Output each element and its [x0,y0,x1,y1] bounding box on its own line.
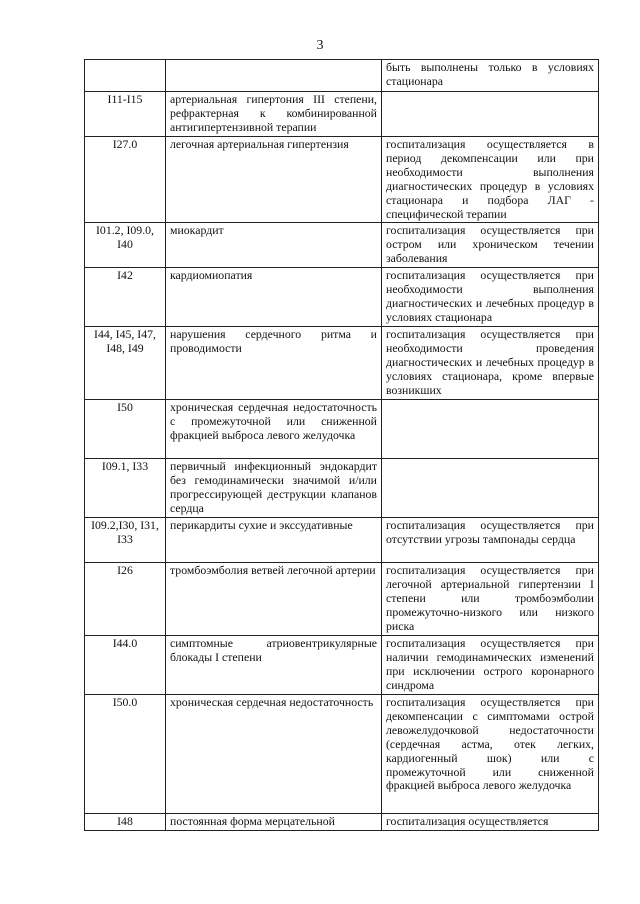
condition-cell: быть выполнены только в условиях стационара [382,60,599,92]
code-cell: I11-I15 [85,92,166,137]
diagnosis-cell [166,60,382,92]
table-row [85,268,599,327]
table-row [85,635,599,694]
code-cell: I50 [85,399,166,458]
condition-cell [382,399,599,458]
condition-cell: госпитализация осуществляется при декомпенсации с симптомами острой левожелудочковой недостаточности (сердечная астма, отек легких, кардиогенный шок) или с промежуточной или сниженной фракцией выброса левого желудочка [382,694,599,813]
code-cell: I48 [85,813,166,830]
table-row [85,458,599,517]
condition-cell: госпитализация осуществляется при необходимости выполнения диагностических и лечебных процедур в условиях стационара [382,268,599,327]
table-row [85,327,599,400]
diagnosis-cell: артериальная гипертония III степени, рефрактерная к комбинированной антигипертензивной терапии [166,92,382,137]
hospitalization-table [84,59,599,831]
page-number: 3 [316,38,324,53]
diagnosis-cell: тромбоэмболия ветвей легочной артерии [166,562,382,635]
table-row [85,562,599,635]
code-cell: I26 [85,562,166,635]
diagnosis-cell: перикардиты сухие и экссудативные [166,517,382,562]
diagnosis-cell: хроническая сердечная недостаточность с промежуточной или сниженной фракцией выброса левого желудочка [166,399,382,458]
code-cell: I09.2,I30, I31, I33 [85,517,166,562]
code-cell: I27.0 [85,137,166,223]
table-row [85,813,599,830]
code-cell [85,60,166,92]
diagnosis-cell: кардиомиопатия [166,268,382,327]
condition-cell: госпитализация осуществляется при легочной артериальной гипертензии I степени или тромбоэмболии промежуточно-низкого или низкого риска [382,562,599,635]
code-cell: I09.1, I33 [85,458,166,517]
condition-cell: госпитализация осуществляется в период декомпенсации или при необходимости выполнения диагностических процедур в условиях стационара и подбора ЛАГ - специфической терапии [382,137,599,223]
code-cell: I44.0 [85,635,166,694]
table-row [85,694,599,813]
condition-cell: госпитализация осуществляется при остром или хроническом течении заболевания [382,223,599,268]
condition-cell [382,92,599,137]
diagnosis-cell: хроническая сердечная недостаточность [166,694,382,813]
condition-cell: госпитализация осуществляется при наличии гемодинамических изменений при исключении острого коронарного синдрома [382,635,599,694]
diagnosis-cell: первичный инфекционный эндокардит без гемодинамически значимой и/или прогрессирующей деструкции клапанов сердца [166,458,382,517]
diagnosis-cell: легочная артериальная гипертензия [166,137,382,223]
diagnosis-cell: нарушения сердечного ритма и проводимости [166,327,382,400]
table-row [85,399,599,458]
code-cell: I50.0 [85,694,166,813]
condition-cell: госпитализация осуществляется при отсутствии угрозы тампонады сердца [382,517,599,562]
code-cell: I42 [85,268,166,327]
condition-cell: госпитализация осуществляется при необходимости проведения диагностических и лечебных процедур в условиях стационара, кроме впервые возникших [382,327,599,400]
table-row [85,137,599,223]
diagnosis-cell: постоянная форма мерцательной [166,813,382,830]
code-cell: I44, I45, I47, I48, I49 [85,327,166,400]
table-row [85,92,599,137]
table-row [85,60,599,92]
diagnosis-cell: миокардит [166,223,382,268]
diagnosis-cell: симптомные атриовентрикулярные блокады I степени [166,635,382,694]
table-row [85,517,599,562]
code-cell: I01.2, I09.0, I40 [85,223,166,268]
condition-cell [382,458,599,517]
condition-cell: госпитализация осуществляется [382,813,599,830]
table-row [85,223,599,268]
